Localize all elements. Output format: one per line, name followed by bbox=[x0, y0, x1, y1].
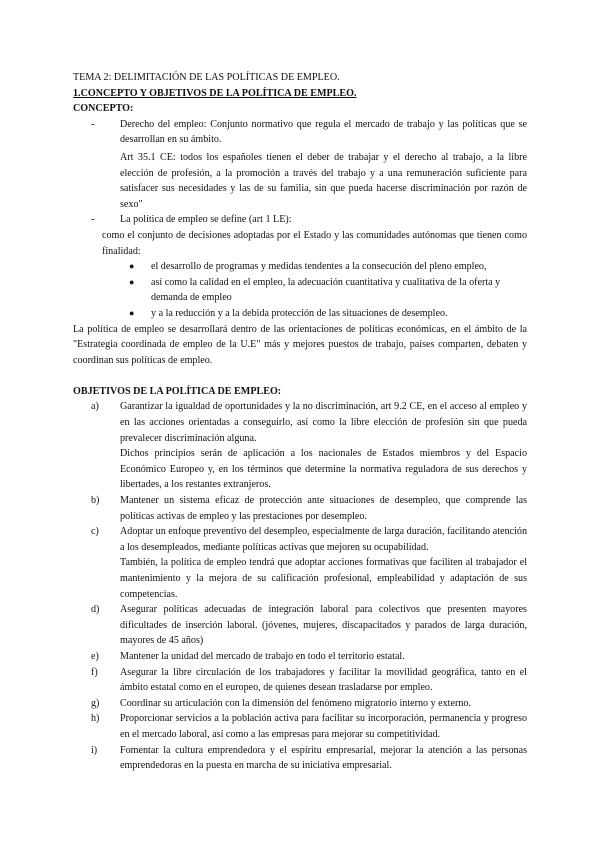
objetivo-text: Coordinar su articulación con la dimensión del fenómeno migratorio interno y externo. bbox=[120, 697, 471, 709]
document-page bbox=[73, 70, 527, 774]
objetivo-letter: i) bbox=[91, 744, 98, 756]
objetivo-item bbox=[73, 696, 527, 712]
objetivo-letter: h) bbox=[91, 713, 100, 725]
objetivo-letter: d) bbox=[91, 604, 100, 616]
objetivo-text: Fomentar la cultura emprendedora y el espíritu empresarial, mejorar la atención a las personas emprendedoras en la puesta en marcha de su iniciativa empresarial. bbox=[120, 744, 527, 772]
constitution-quote: Art 35.1 CE: todos los españoles tienen el deber de trabajar y el derecho al trabajo, a la libre elección de profesión, a la promoción a través del trabajo y a una remuneración suficiente para satisfacer sus necesidades y las de su familia, sin que pueda hacerse discriminación por razón de sexo" bbox=[120, 151, 527, 210]
concepto-heading: CONCEPTO: bbox=[73, 103, 134, 115]
objetivos-list bbox=[73, 399, 527, 773]
list-item bbox=[73, 275, 527, 306]
objetivo-item bbox=[73, 493, 527, 524]
objetivo-item bbox=[73, 399, 527, 493]
bullet-text: el desarrollo de programas y medidas tendentes a la consecución del pleno empleo, bbox=[151, 261, 487, 273]
objetivo-text: Asegurar políticas adecuadas de integración laboral para colectivos que presenten mayores dificultades de inserción laboral. (jóvenes, mujeres, discapacitados y parados de larga duración, mayores de 45 años) bbox=[120, 604, 527, 647]
objetivo-item bbox=[73, 649, 527, 665]
objetivo-text: Asegurar la libre circulación de los trabajadores y facilitar la movilidad geográfica, tanto en el ámbito estatal como en el europeo, de quienes desean trasladarse por empleo. bbox=[120, 666, 527, 694]
concepto-item-2-text: La política de empleo se define (art 1 LE): bbox=[120, 214, 292, 226]
objetivo-letter: a) bbox=[91, 401, 99, 413]
bullet-text: así como la calidad en el empleo, la adecuación cuantitativa y cualitativa de la oferta y demanda de empleo bbox=[151, 276, 501, 304]
objetivo-item bbox=[73, 743, 527, 774]
bullet-icon: ● bbox=[129, 276, 135, 287]
dash-marker: - bbox=[91, 118, 95, 130]
objetivo-letter: f) bbox=[91, 666, 98, 678]
section-heading: 1.CONCEPTO Y OBJETIVOS DE LA POLÍTICA DE EMPLEO. bbox=[73, 87, 357, 99]
objetivo-text: Garantizar la igualdad de oportunidades y la no discriminación, art 9.2 CE, en el acceso al empleo y en las acciones orientadas a conseguirlo, así como la libre elección de profesión sin que pueda prevalecer discriminación alguna. bbox=[120, 401, 527, 444]
concepto-item-2 bbox=[73, 212, 527, 228]
bullet-text: y a la reducción y a la debida protección de las situaciones de desempleo. bbox=[151, 307, 448, 319]
concepto-item-1-text: Derecho del empleo: Conjunto normativo que regula el mercado de trabajo y las políticas que se desarrollan en su ámbito. bbox=[120, 118, 527, 146]
bullet-icon: ● bbox=[129, 261, 135, 272]
objetivo-letter: g) bbox=[91, 697, 100, 709]
objetivo-extra-text: Dichos principios serán de aplicación a los nacionales de Estados miembros y del Espacio Económico Europeo y, en los términos que determine la normativa reguladora de sus derechos y libertades, a los restantes extranjeros. bbox=[120, 448, 527, 491]
concepto-item-1 bbox=[73, 117, 527, 213]
objetivo-text: Mantener un sistema eficaz de protección ante situaciones de desempleo, que comprende las políticas activas de empleo y las prestaciones por desempleo. bbox=[120, 495, 527, 522]
dash-marker: - bbox=[91, 214, 95, 226]
objetivos-heading: OBJETIVOS DE LA POLÍTICA DE EMPLEO: bbox=[73, 385, 282, 397]
concepto-closing-paragraph: La política de empleo se desarrollará dentro de las orientaciones de políticas económicas, en el ámbito de la "Estrategia coordinada de empleo de la U.E" más y mejores puestos de trabajo, países comparten, debaten y coordinan sus políticas de empleo. bbox=[73, 323, 527, 366]
objetivo-item bbox=[73, 602, 527, 649]
objetivo-item bbox=[73, 711, 527, 742]
objetivo-text: Mantener la unidad del mercado de trabajo en todo el territorio estatal. bbox=[120, 650, 405, 662]
objetivo-text: Proporcionar servicios a la población activa para facilitar su incorporación, permanencia y progreso en el mercado laboral, así como a las empresas para mejorar su competitividad. bbox=[120, 713, 527, 740]
list-item bbox=[73, 259, 527, 275]
objetivo-letter: b) bbox=[91, 495, 100, 507]
objetivo-letter: e) bbox=[91, 650, 99, 662]
objetivo-extra-text: También, la política de empleo tendrá que adoptar acciones formativas que faciliten al trabajador el mantenimiento y la mejora de su calificación profesional, empleabilidad y adaptación de sus competencias. bbox=[120, 557, 527, 600]
objetivo-letter: c) bbox=[91, 526, 99, 538]
objetivo-item bbox=[73, 665, 527, 696]
objetivo-item bbox=[73, 524, 527, 602]
objetivo-text: Adoptar un enfoque preventivo del desempleo, especialmente de larga duración, facilitando atención a los desempleados, mediante políticas activas que mejoren su ocupabilidad. bbox=[120, 526, 527, 553]
concepto-item-2-sub: como el conjunto de decisiones adoptadas por el Estado y las comunidades autónomas que tienen como finalidad: bbox=[102, 229, 527, 257]
list-item bbox=[73, 306, 527, 322]
bullet-icon: ● bbox=[129, 307, 135, 318]
doc-title: TEMA 2: DELIMITACIÓN DE LAS POLÍTICAS DE EMPLEO. bbox=[73, 72, 340, 83]
